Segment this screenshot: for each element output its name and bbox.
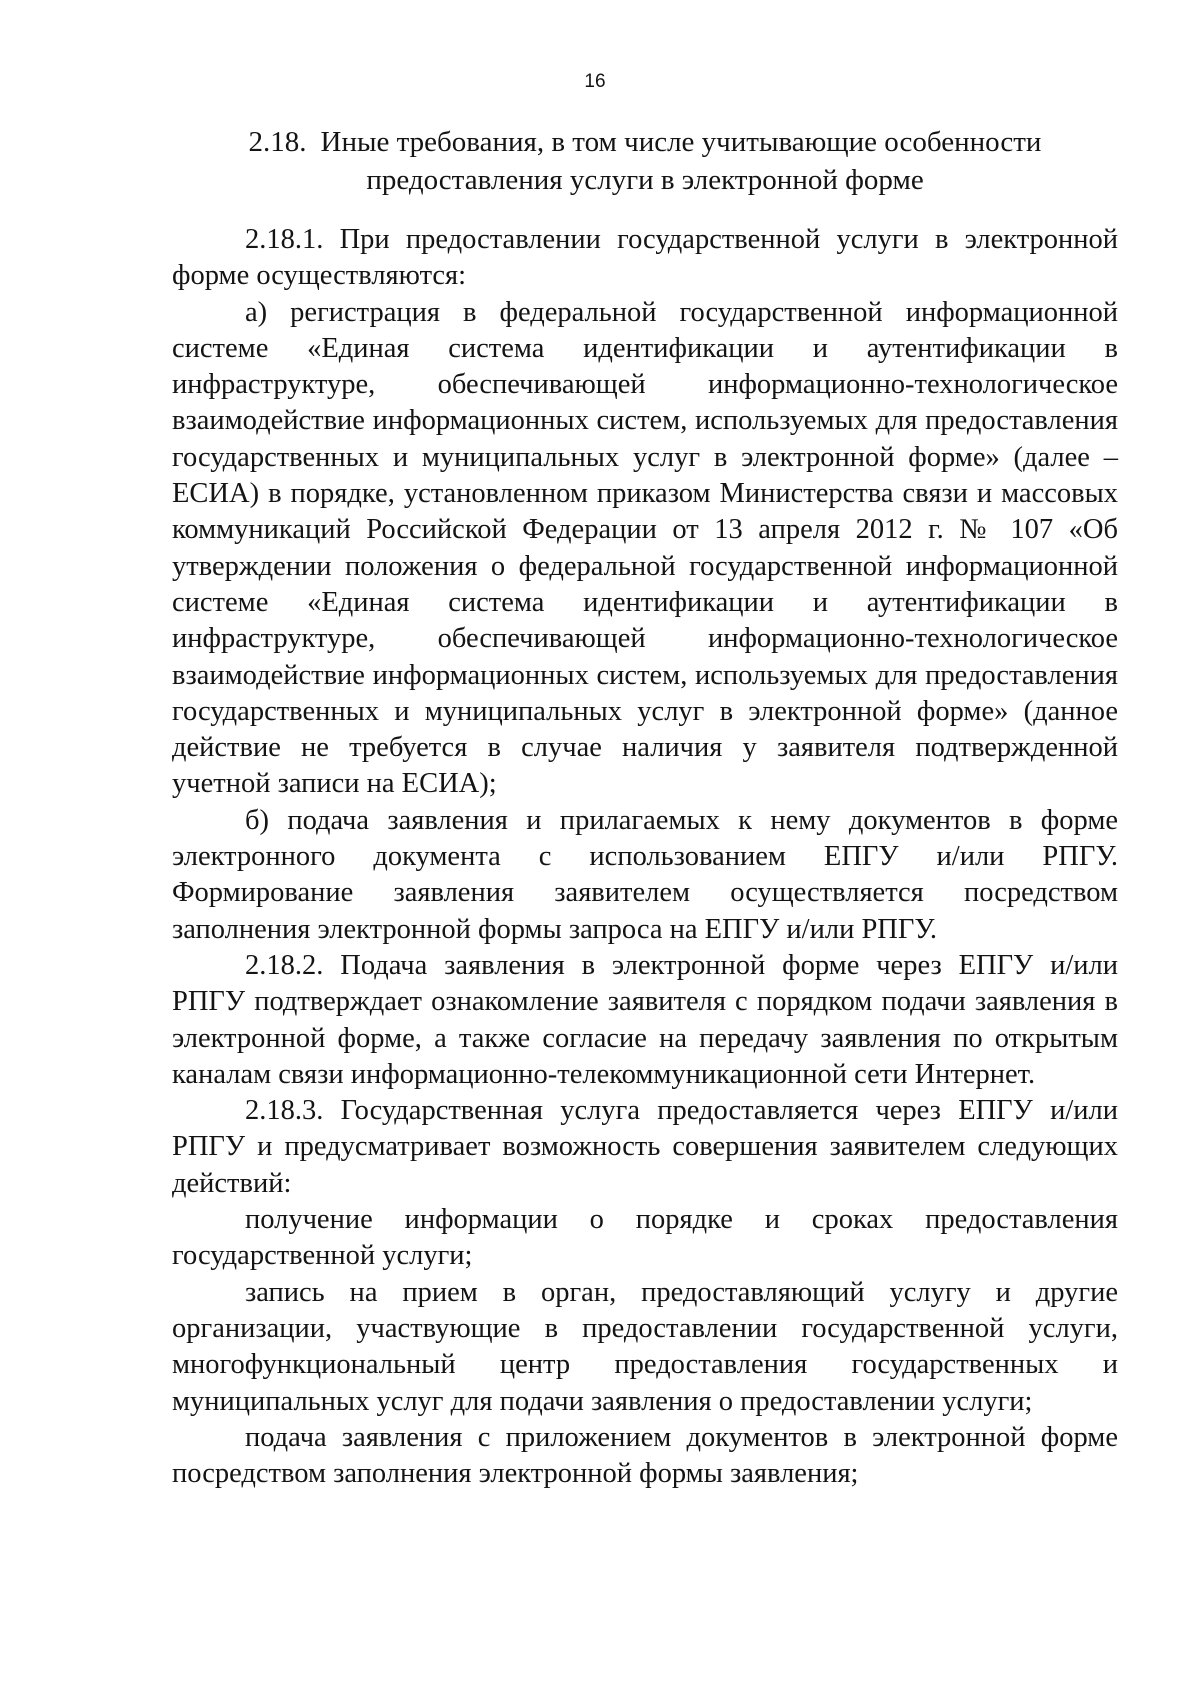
document-body xyxy=(172,222,1118,1492)
paragraph-2-18-2: 2.18.2. Подача заявления в электронной форме через ЕПГУ и/или РПГУ подтверждает ознакомление заявителя с порядком подачи заявления в электронной форме, а также согласие на передачу заявления по открытым каналам связи информационно-телекоммуникационной сети Интернет. xyxy=(172,949,1118,1090)
paragraph-2-18-1: 2.18.1. При предоставлении государственной услуги в электронной форме осуществляются: xyxy=(172,224,1118,292)
section-heading xyxy=(172,123,1118,199)
paragraph-action-appointment: запись на прием в орган, предоставляющий услугу и другие организации, участвующие в предоставлении государственной услуги, многофункциональный центр предоставления государственных и муниципальных услуг для подачи заявления о предоставлении услуги; xyxy=(172,1276,1118,1417)
paragraph-2-18-3: 2.18.3. Государственная услуга предоставляется через ЕПГУ и/или РПГУ и предусматривает возможность совершения заявителем следующих действий: xyxy=(172,1095,1118,1199)
paragraph-item-a: а) регистрация в федеральной государственной информационной системе «Единая система идентификации и аутентификации в инфраструктуре, обеспечивающей информационно-технологическое взаимодействие информационных систем, используемых для предоставления государственных и муниципальных услуг в электронной форме» (далее – ЕСИА) в порядке, установленном приказом Министерства связи и массовых коммуникаций Российской Федерации от 13 апреля 2012 г. № 107 «Об утверждении положения о федеральной государственной информационной системе «Единая система идентификации и аутентификации в инфраструктуре, обеспечивающей информационно-технологическое взаимодействие информационных систем, используемых для предоставления государственных и муниципальных услуг в электронной форме» (данное действие не требуется в случае наличия у заявителя подтвержденной учетной записи на ЕСИА); xyxy=(172,296,1118,800)
section-number: 2.18. xyxy=(248,126,307,158)
paragraph-action-submission: подача заявления с приложением документов в электронной форме посредством заполнения электронной формы заявления; xyxy=(172,1421,1118,1490)
paragraph-item-b: б) подача заявления и прилагаемых к нему документов в форме электронного документа с использованием ЕПГУ и/или РПГУ. Формирование заявления заявителем осуществляется посредством заполнения электронной формы запроса на ЕПГУ и/или РПГУ. xyxy=(172,804,1118,945)
section-heading-line-1 xyxy=(172,123,1118,161)
section-title-line-2: предоставления услуги в электронной форме xyxy=(366,164,924,196)
page-number: 16 xyxy=(584,71,606,92)
section-title-line-1: Иные требования, в том числе учитывающие особенности xyxy=(320,126,1042,158)
paragraph-action-info: получение информации о порядке и сроках предоставления государственной услуги; xyxy=(172,1204,1118,1272)
